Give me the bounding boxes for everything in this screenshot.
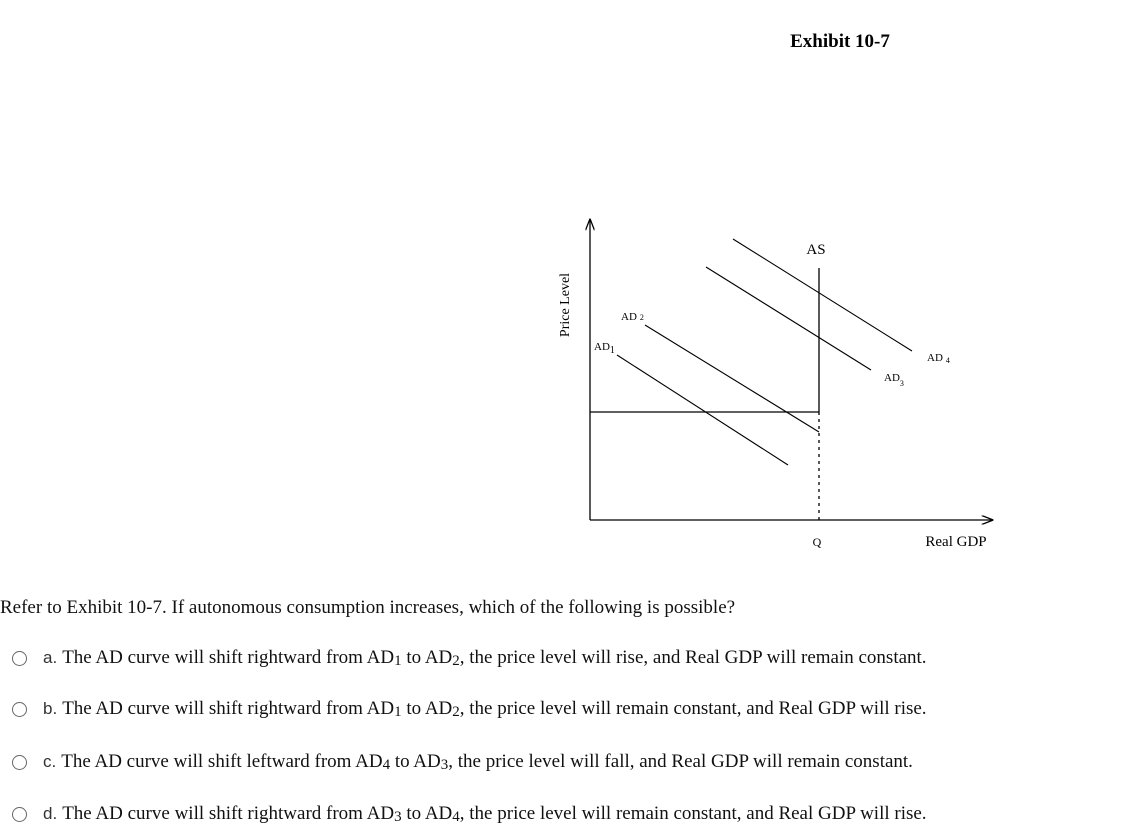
option-b-radio[interactable] — [12, 702, 27, 717]
exhibit-title: Exhibit 10-7 — [790, 31, 890, 52]
option-d-text: The AD curve will shift rightward from $AD_3$ to $AD_4$, the price level will remain constant, and Real GDP will rise. — [62, 803, 927, 825]
option-a[interactable] — [12, 647, 927, 669]
option-a-text: The AD curve will shift rightward from $AD_1$ to $AD_2$, the price level will rise, and Real GDP will remain constant. — [62, 647, 927, 669]
ad2-label: AD 2 — [621, 311, 644, 323]
ad3-curve — [706, 267, 871, 370]
q-label: Q — [812, 535, 822, 549]
y-axis-label: Price Level — [558, 272, 573, 338]
as-label: AS — [806, 242, 826, 258]
option-c-letter: c. — [43, 752, 57, 771]
option-c[interactable] — [12, 751, 913, 773]
option-a-letter: a. — [43, 648, 58, 667]
option-a-radio[interactable] — [12, 651, 27, 666]
question-text: Refer to Exhibit 10-7. If autonomous consumption increases, which of the following is possible? — [0, 597, 736, 618]
x-axis-label: Real GDP — [925, 534, 987, 550]
ad1-label: AD1 — [594, 341, 615, 356]
option-c-text: The AD curve will shift leftward from $AD_4$ to $AD_3$, the price level will fall, and Real GDP will remain constant. — [61, 751, 913, 773]
ad4-label: AD 4 — [927, 352, 950, 365]
ad3-label: $AD_3$ — [884, 372, 904, 388]
option-d[interactable] — [12, 803, 927, 825]
option-d-letter: d. — [43, 804, 58, 823]
option-d-radio[interactable] — [12, 807, 27, 822]
ad2-curve — [645, 325, 819, 432]
ad1-curve — [617, 355, 788, 465]
option-c-radio[interactable] — [12, 755, 27, 770]
option-b-text: The AD curve will shift rightward from $AD_1$ to $AD_2$, the price level will remain constant, and Real GDP will rise. — [62, 698, 927, 720]
option-b[interactable] — [12, 698, 927, 720]
option-b-letter: b. — [43, 699, 58, 718]
